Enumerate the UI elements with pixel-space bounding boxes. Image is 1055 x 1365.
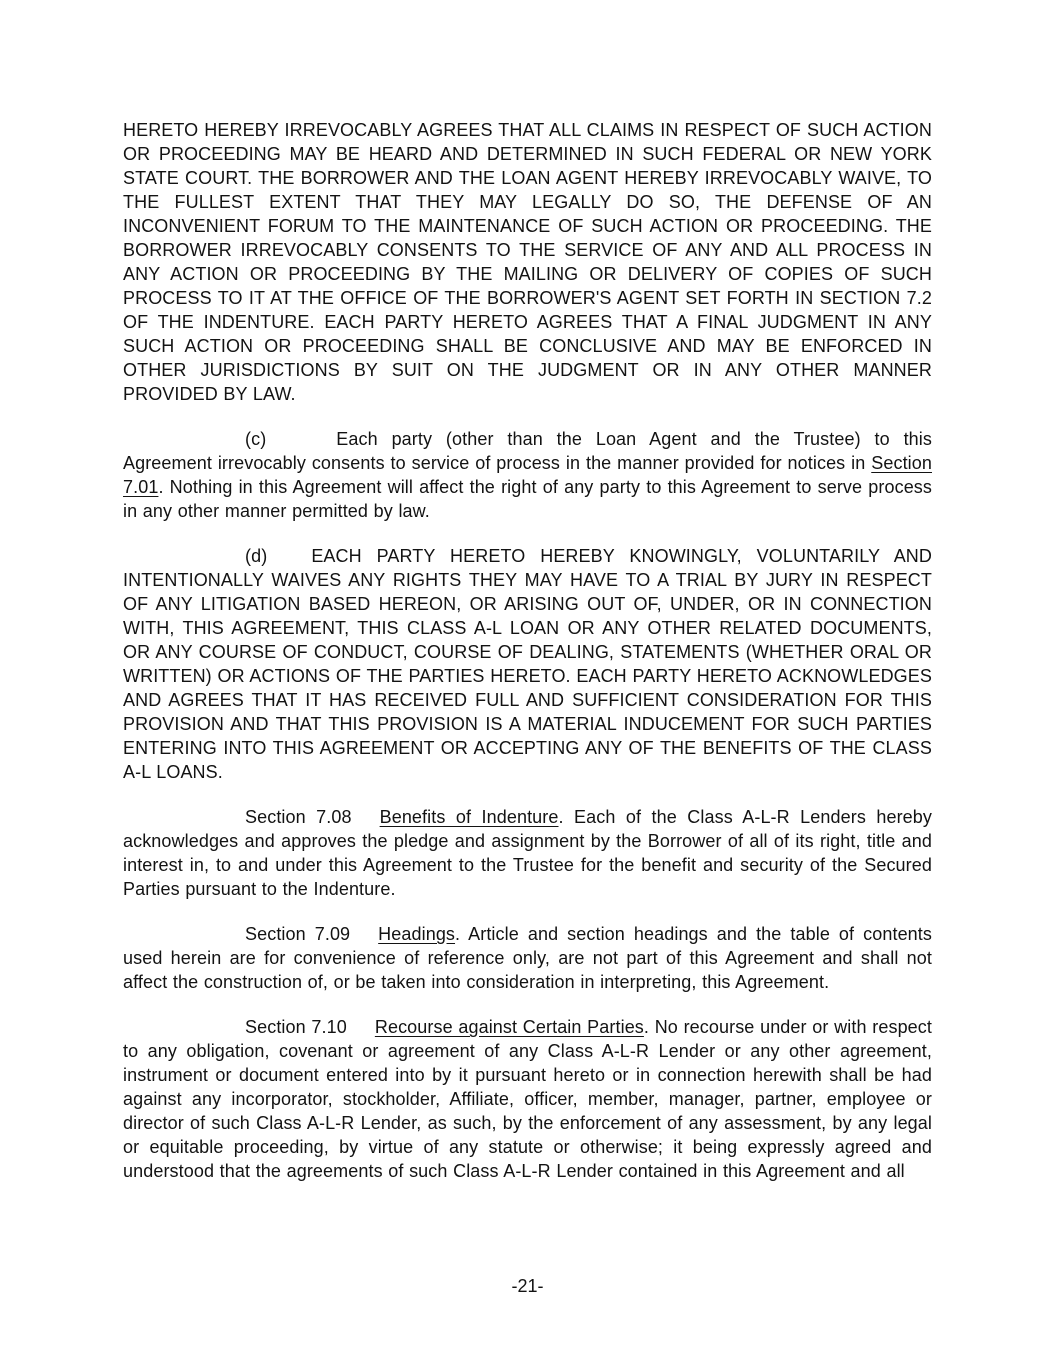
clause-label: (d) bbox=[245, 546, 268, 566]
section-text: . No recourse under or with respect to any obligation, covenant or agreement of any Class A-L-R Lender or any other agreement, instrument or document entered into by it pursuant hereto or in connection herewith shall be had against any incorporator, stockholder, Affiliate, officer, member, manager, partner, employee or director of such Class A-L-R Lender, as such, by the enforcement of any assessment, by any legal or equitable proceeding, by virtue of any statute or otherwise; it being expressly agreed and understood that the agreements of such Class A-L-R Lender contained in this Agreement and all bbox=[123, 1017, 932, 1181]
section-title: Headings bbox=[378, 924, 456, 944]
section-text: . Article and section headings and the table of contents used herein are for convenience of reference only, are not part of this Agreement and shall not affect the construction of, or be taken into consideration in interpreting, this Agreement. bbox=[123, 924, 932, 992]
clause-text-after: . Nothing in this Agreement will affect the right of any party to this Agreement to serve process in any other manner permitted by law. bbox=[123, 477, 932, 521]
page-number: -21- bbox=[511, 1276, 544, 1296]
paragraph-continuation-caps bbox=[123, 118, 932, 406]
paragraph-section-708 bbox=[123, 805, 932, 901]
clause-text: Each party (other than the Loan Agent and the Trustee) to this Agreement irrevocably consents to service of process in the manner provided for notices in bbox=[123, 429, 932, 473]
clause-label: (c) bbox=[245, 429, 267, 449]
paragraph-clause-c bbox=[123, 427, 932, 523]
section-heading: Section 7.09 bbox=[245, 924, 351, 944]
section-heading: Section 7.08 bbox=[245, 807, 352, 827]
paragraph-section-710 bbox=[123, 1015, 932, 1183]
section-title: Recourse against Certain Parties bbox=[374, 1017, 644, 1037]
section-reference: Section 7.01 bbox=[123, 453, 932, 497]
paragraph-clause-d bbox=[123, 544, 932, 784]
document-body bbox=[123, 118, 932, 1183]
section-heading: Section 7.10 bbox=[245, 1017, 347, 1037]
paragraph-text: HERETO HEREBY IRREVOCABLY AGREES THAT ALL CLAIMS IN RESPECT OF SUCH ACTION OR PROCEEDING MAY BE HEARD AND DETERMINED IN SUCH FEDERAL OR NEW YORK STATE COURT. THE BORROWER AND THE LOAN AGENT HEREBY IRREVOCABLY WAIVE, TO THE FULLEST EXTENT THAT THEY MAY LEGALLY DO SO, THE DEFENSE OF AN INCONVENIENT FORUM TO THE MAINTENANCE OF SUCH ACTION OR PROCEEDING. THE BORROWER IRREVOCABLY CONSENTS TO THE SERVICE OF ANY AND ALL PROCESS IN ANY ACTION OR PROCEEDING BY THE MAILING OR DELIVERY OF COPIES OF SUCH PROCESS TO IT AT THE OFFICE OF THE BORROWER'S AGENT SET FORTH IN SECTION 7.2 OF THE INDENTURE. EACH PARTY HERETO AGREES THAT A FINAL JUDGMENT IN ANY SUCH ACTION OR PROCEEDING SHALL BE CONCLUSIVE AND MAY BE ENFORCED IN OTHER JURISDICTIONS BY SUIT ON THE JUDGMENT OR IN ANY OTHER MANNER PROVIDED BY LAW. bbox=[123, 120, 932, 404]
section-title: Benefits of Indenture bbox=[379, 807, 559, 827]
section-text: . Each of the Class A-L-R Lenders hereby acknowledges and approves the pledge and assignment by the Borrower of all of its right, title and interest in, to and under this Agreement to the Trustee for the benefit and security of the Secured Parties pursuant to the Indenture. bbox=[123, 807, 932, 899]
clause-text: EACH PARTY HERETO HEREBY KNOWINGLY, VOLUNTARILY AND INTENTIONALLY WAIVES ANY RIGHTS THEY MAY HAVE TO A TRIAL BY JURY IN RESPECT OF ANY LITIGATION BASED HEREON, OR ARISING OUT OF, UNDER, OR IN CONNECTION WITH, THIS AGREEMENT, THIS CLASS A-L LOAN OR ANY OTHER RELATED DOCUMENTS, OR ANY COURSE OF CONDUCT, COURSE OF DEALING, STATEMENTS (WHETHER ORAL OR WRITTEN) OR ACTIONS OF THE PARTIES HERETO. EACH PARTY HERETO ACKNOWLEDGES AND AGREES THAT IT HAS RECEIVED FULL AND SUFFICIENT CONSIDERATION FOR THIS PROVISION AND THAT THIS PROVISION IS A MATERIAL INDUCEMENT FOR SUCH PARTIES ENTERING INTO THIS AGREEMENT OR ACCEPTING ANY OF THE BENEFITS OF THE CLASS A-L LOANS. bbox=[123, 546, 932, 782]
paragraph-section-709 bbox=[123, 922, 932, 994]
